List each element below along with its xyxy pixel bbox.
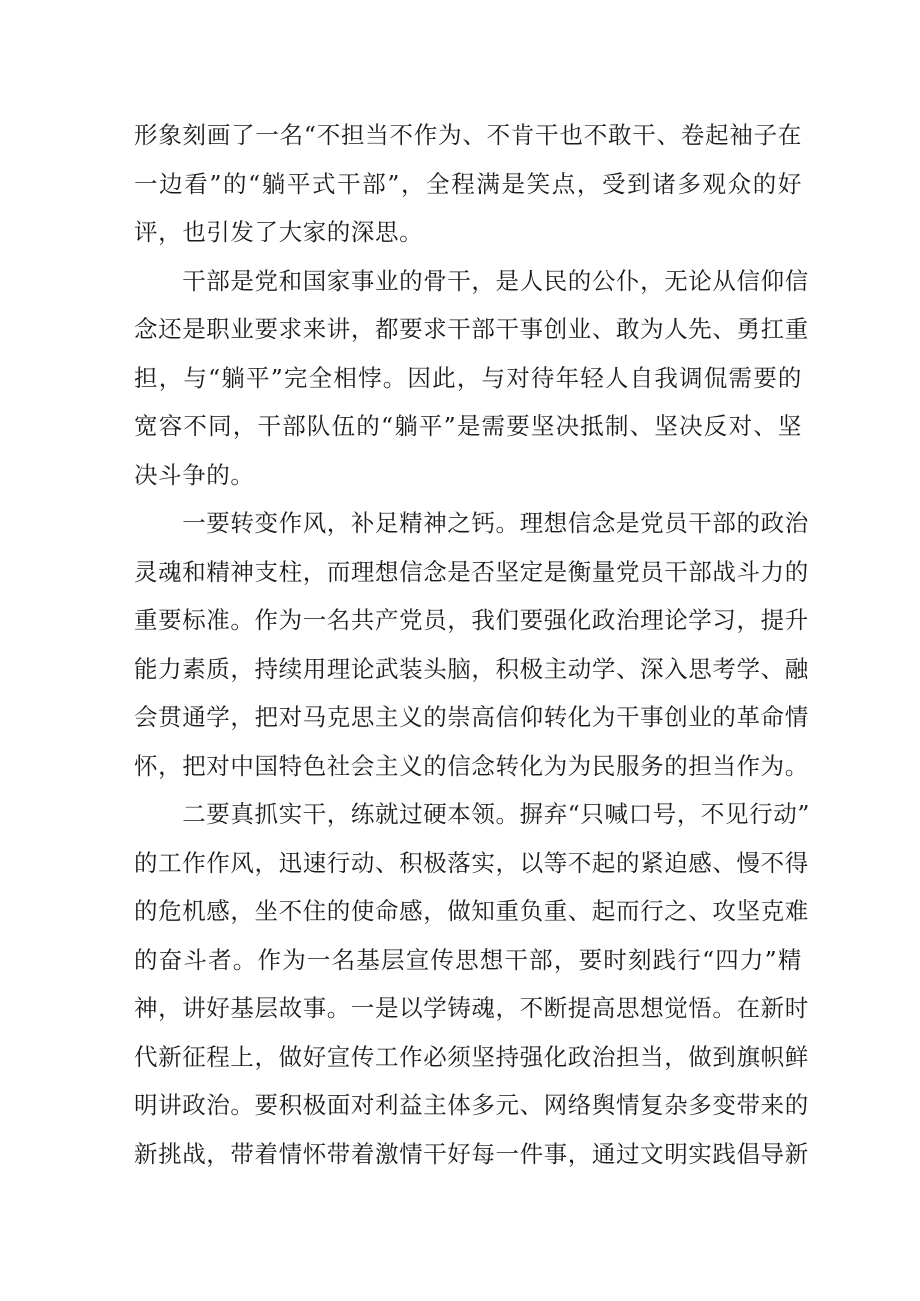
text-line: 的危机感，坐不住的使命感，做知重负重、起而行之、攻坚克难 [134, 897, 809, 925]
text-line: 重要标准。作为一名共产党员，我们要强化政治理论学习，提升 [134, 606, 809, 634]
text-line: 二要真抓实干，练就过硬本领。摒弃“只喊口号，不见行动” [134, 800, 810, 828]
paragraph-1 [134, 111, 802, 257]
text-line: 干部是党和国家事业的骨干，是人民的公仆，无论从信仰信 [134, 266, 809, 295]
text-line: 代新征程上，做好宣传工作必须坚持强化政治担当，做到旗帜鲜 [134, 1042, 809, 1071]
text-line: 宽容不同，干部队伍的“躺平”是需要坚决抵制、坚决反对、坚 [134, 412, 802, 440]
paragraph-2 [134, 257, 809, 500]
paragraph-4 [134, 790, 810, 1178]
text-line: 神，讲好基层故事。一是以学铸魂，不断提高思想觉悟。在新时 [134, 994, 809, 1022]
text-line: 新挑战，带着情怀带着激情干好每一件事，通过文明实践倡导新 [134, 1139, 809, 1168]
paragraph-3 [134, 499, 809, 790]
text-line: 怀，把对中国特色社会主义的信念转化为为民服务的担当作为。 [134, 751, 809, 780]
text-line: 能力素质，持续用理论武装头脑，积极主动学、深入思考学、融 [134, 654, 809, 683]
text-line: 担，与“躺平”完全相悖。因此，与对待年轻人自我调侃需要的 [134, 363, 802, 392]
text-line: 的工作作风，迅速行动、积极落实，以等不起的紧迫感、慢不得 [134, 848, 809, 877]
text-line: 形象刻画了一名“不担当不作为、不肯干也不敢干、卷起袖子在 [134, 121, 802, 149]
document-body [134, 111, 810, 1178]
text-line: 一要转变作风，补足精神之钙。理想信念是党员干部的政治 [134, 509, 809, 537]
text-line: 明讲政治。要积极面对利益主体多元、网络舆情复杂多变带来的 [134, 1091, 809, 1119]
text-line: 一边看”的“躺平式干部”，全程满是笑点，受到诸多观众的好 [134, 169, 802, 198]
text-line: 会贯通学，把对马克思主义的崇高信仰转化为干事创业的革命情 [134, 703, 809, 731]
text-line: 灵魂和精神支柱，而理想信念是否坚定是衡量党员干部战斗力的 [134, 557, 809, 586]
text-line: 评，也引发了大家的深思。 [134, 218, 424, 246]
text-line: 念还是职业要求来讲，都要求干部干事创业、敢为人先、勇扛重 [134, 315, 809, 343]
text-line: 的奋斗者。作为一名基层宣传思想干部，要时刻践行“四力”精 [134, 945, 802, 974]
text-line: 决斗争的。 [134, 460, 255, 489]
